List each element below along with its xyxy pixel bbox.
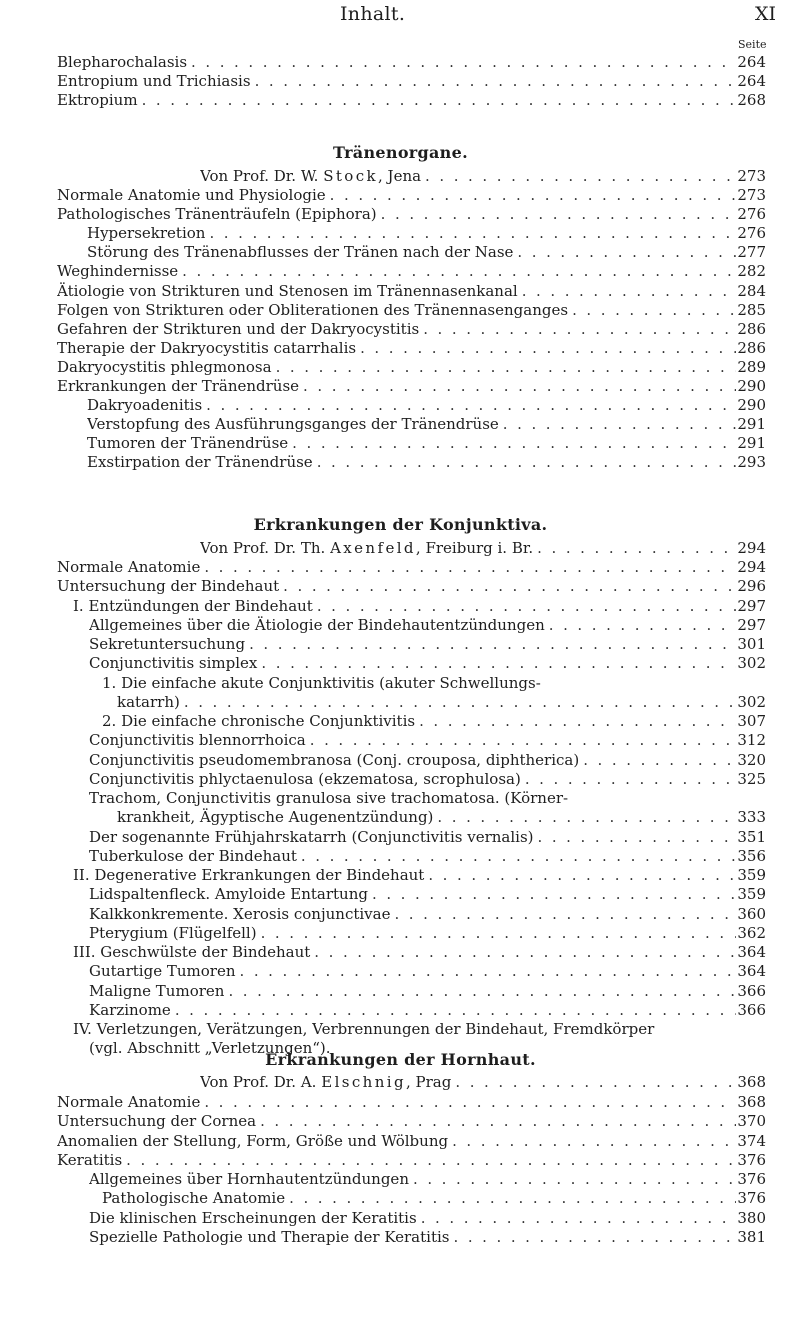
toc-entry [57, 577, 766, 596]
leader-dots [360, 339, 736, 358]
entry-title: Allgemeines über Hornhautentzündungen [89, 1170, 409, 1188]
toc-entry [89, 731, 766, 750]
entry-title: Normale Anatomie [57, 1093, 201, 1111]
toc-entry-continued: 1. Die einfache akute Conjunktivitis (akuter Schwellungs- [102, 673, 541, 692]
entry-title: Untersuchung der Cornea [57, 1112, 257, 1131]
leader-dots [381, 205, 736, 224]
toc-entry [89, 1170, 766, 1189]
page-number: XI [755, 3, 777, 25]
toc-entry [102, 1189, 766, 1208]
leader-dots [372, 885, 736, 904]
leader-dots [452, 1132, 736, 1151]
entry-page: 297 [737, 596, 766, 615]
entry-page: 376 [737, 1189, 766, 1208]
leader-dots [142, 91, 736, 110]
toc-entry [102, 712, 766, 731]
entry-page: 302 [737, 654, 766, 673]
toc-entry [89, 905, 766, 924]
entry-title: katarrh) [117, 692, 180, 711]
toc-entry [57, 282, 766, 301]
author-place: , Prag [406, 1073, 452, 1091]
leader-dots [428, 866, 736, 885]
entry-page: 294 [737, 539, 766, 557]
entry-title: Tuberkulose der Bindehaut [89, 846, 297, 865]
toc-entry [57, 1112, 766, 1131]
entry-page: 291 [737, 434, 766, 453]
leader-dots [455, 1073, 736, 1092]
entry-page: 297 [737, 615, 766, 634]
entry-title: Ätiologie von Strikturen und Stenosen im Tränennasenkanal [57, 281, 518, 300]
entry-page: 293 [737, 453, 766, 472]
page-header [0, 0, 801, 51]
entry-page: 351 [737, 827, 766, 846]
author-text [200, 1073, 451, 1092]
leader-dots [204, 558, 736, 577]
entry-title: Der sogenannte Frühjahrskatarrh (Conjunctivitis vernalis) [89, 827, 534, 846]
entry-page: 366 [737, 981, 766, 1000]
entry-title: Entropium und Trichiasis [57, 72, 251, 90]
entry-title: Anomalien der Stellung, Form, Größe und Wölbung [57, 1131, 449, 1150]
entry-title: Conjunctivitis simplex [89, 654, 258, 673]
toc-entry [89, 751, 766, 770]
toc-entry [57, 558, 766, 577]
entry-page: 380 [737, 1208, 766, 1227]
entry-title: Erkrankungen der Tränendrüse [57, 377, 300, 395]
entry-title: Lidspaltenfleck. Amyloide Entartung [89, 885, 368, 904]
leader-dots [206, 396, 736, 415]
toc-entry [87, 224, 766, 243]
author-place: , Jena [378, 167, 422, 185]
toc-entry [87, 243, 766, 262]
entry-page: 277 [737, 243, 766, 262]
toc-entry [89, 828, 766, 847]
entry-title: Normale Anatomie und Physiologie [57, 186, 326, 204]
toc-entry [89, 847, 766, 866]
leader-dots [423, 320, 736, 339]
entry-title: Keratitis [57, 1150, 123, 1169]
entry-page: 294 [737, 558, 766, 576]
leader-dots [126, 1151, 736, 1170]
toc-entry [57, 72, 766, 91]
entry-title: Folgen von Strikturen oder Obliterationen des Tränennasenganges [57, 300, 569, 319]
author-place: , Freiburg i. Br. [415, 539, 534, 557]
entry-page: 364 [737, 962, 766, 981]
entry-page: 374 [737, 1131, 766, 1150]
toc-entry [117, 693, 766, 712]
toc-entry [89, 962, 766, 981]
entry-title: Conjunctivitis blennorrhoica [89, 731, 306, 750]
toc-entry [89, 924, 766, 943]
entry-title: krankheit, Ägyptische Augenentzündung) [117, 808, 434, 827]
entry-title: Spezielle Pathologie und Therapie der Keratitis [89, 1227, 450, 1246]
entry-title: Die klinischen Erscheinungen der Keratitis [89, 1208, 417, 1227]
leader-dots [549, 616, 736, 635]
toc-entry [57, 91, 766, 110]
toc-entry [117, 808, 766, 827]
entry-page: 273 [737, 167, 766, 185]
toc-entry [87, 453, 766, 472]
entry-title: Störung des Tränenabflusses der Tränen nach der Nase [87, 243, 514, 262]
leader-dots [437, 808, 736, 827]
entry-title: Ektropium [57, 91, 138, 109]
toc-entry [89, 770, 766, 789]
entry-page: 273 [737, 186, 766, 204]
entry-page: 307 [737, 712, 766, 730]
entry-page: 368 [737, 1093, 766, 1111]
leader-dots [330, 186, 736, 205]
section-heading: Tränenorgane. [333, 143, 468, 162]
entry-title: Dakryocystitis phlegmonosa [57, 357, 272, 376]
entry-title: Gutartige Tumoren [89, 962, 236, 981]
leader-dots [289, 1189, 736, 1208]
author-prefix: Von Prof. Dr. A. [200, 1073, 322, 1091]
entry-page: 366 [737, 1000, 766, 1019]
author-prefix: Von Prof. Dr. Th. [200, 539, 331, 557]
entry-page: 370 [737, 1112, 766, 1131]
entry-page: 359 [737, 885, 766, 904]
section-heading: Erkrankungen der Konjunktiva. [253, 515, 548, 534]
author-name: Elschnig [321, 1073, 406, 1091]
entry-page: 282 [737, 262, 766, 281]
entry-page: 285 [737, 300, 766, 319]
toc-entry [57, 301, 766, 320]
toc-entry-continued: Trachom, Conjunctivitis granulosa sive trachomatosa. (Körner- [89, 789, 569, 807]
toc-entry [57, 53, 766, 72]
entry-page: 359 [737, 866, 766, 884]
entry-title: Gefahren der Strikturen und der Dakryocystitis [57, 319, 420, 338]
leader-dots [583, 751, 736, 770]
leader-dots [419, 712, 736, 731]
toc-entry [57, 1151, 766, 1170]
leader-dots [292, 434, 736, 453]
author-text [200, 167, 421, 186]
toc-entry [57, 339, 766, 358]
entry-page: 276 [737, 224, 766, 243]
entry-page: 356 [737, 846, 766, 865]
entry-title: Sekretuntersuchung [89, 635, 246, 653]
entry-title: Kalkkonkremente. Xerosis conjunctivae [89, 904, 391, 923]
leader-dots [538, 828, 737, 847]
leader-dots [517, 243, 736, 262]
leader-dots [522, 282, 736, 301]
author-line [200, 539, 766, 558]
toc-entry [57, 377, 766, 396]
entry-page: 284 [737, 281, 766, 300]
leader-dots [503, 415, 736, 434]
leader-dots [276, 358, 736, 377]
entry-title: Hypersekretion [87, 224, 206, 243]
toc-entry [57, 320, 766, 339]
entry-page: 381 [737, 1227, 766, 1246]
entry-title: Conjunctivitis phlyctaenulosa (ekzematosa, scrophulosa) [89, 769, 521, 788]
leader-dots [317, 453, 736, 472]
toc-entry [73, 866, 766, 885]
toc-entry [89, 1228, 766, 1247]
toc-entry [89, 635, 766, 654]
entry-page: 362 [737, 923, 766, 942]
entry-page: 276 [737, 205, 766, 224]
entry-title: 2. Die einfache chronische Conjunktivitis [102, 712, 416, 730]
toc-entry [89, 1209, 766, 1228]
author-name: Axenfeld [330, 539, 416, 557]
leader-dots [261, 924, 736, 943]
entry-page: 376 [737, 1170, 766, 1188]
entry-page: 264 [737, 53, 766, 71]
entry-page: 290 [737, 396, 766, 415]
author-line [200, 167, 766, 186]
entry-title: Pterygium (Flügelfell) [89, 923, 257, 942]
entry-title: Untersuchung der Bindehaut [57, 577, 280, 596]
toc-entry [87, 434, 766, 453]
leader-dots [283, 577, 736, 596]
leader-dots [182, 262, 736, 281]
leader-dots [239, 962, 736, 981]
toc-entry [57, 262, 766, 281]
leader-dots [261, 654, 736, 673]
leader-dots [425, 167, 736, 186]
entry-title: Karzinome [89, 1000, 171, 1019]
entry-page: 312 [737, 731, 766, 750]
running-title: Inhalt. [340, 3, 406, 25]
entry-page: 268 [737, 91, 766, 109]
toc-entry [89, 654, 766, 673]
author-name: Stock [323, 167, 379, 185]
leader-dots [228, 982, 736, 1001]
toc-entry [57, 1093, 766, 1112]
entry-page: 368 [737, 1073, 766, 1091]
leader-dots [255, 72, 736, 91]
entry-title: Exstirpation der Tränendrüse [87, 453, 313, 472]
entry-title: Weghindernisse [57, 262, 179, 281]
leader-dots [191, 53, 736, 72]
toc-entry [89, 616, 766, 635]
leader-dots [184, 693, 736, 712]
leader-dots [310, 731, 736, 750]
entry-page: 264 [737, 72, 766, 90]
leader-dots [249, 635, 736, 654]
entry-title: Verstopfung des Ausführungsganges der Tränendrüse [87, 415, 499, 434]
toc-entry [57, 186, 766, 205]
entry-title: II. Degenerative Erkrankungen der Bindehaut [73, 866, 425, 884]
leader-dots [303, 377, 736, 396]
entry-title: Normale Anatomie [57, 558, 201, 576]
leader-dots [572, 301, 736, 320]
toc-entry [87, 396, 766, 415]
toc-entry [57, 1132, 766, 1151]
toc-entry [89, 1001, 766, 1020]
entry-page: 286 [737, 338, 766, 357]
entry-page: 290 [737, 377, 766, 395]
section-heading: Erkrankungen der Hornhaut. [265, 1050, 536, 1069]
toc-entry [89, 982, 766, 1001]
entry-title: Allgemeines über die Ätiologie der Bindehautentzündungen [89, 615, 545, 634]
toc-entry [57, 205, 766, 224]
author-text [200, 539, 533, 558]
entry-page: 289 [737, 357, 766, 376]
entry-title: I. Entzündungen der Bindehaut [73, 596, 313, 615]
entry-title: III. Geschwülste der Bindehaut [73, 943, 311, 961]
entry-page: 360 [737, 904, 766, 923]
entry-title: Conjunctivitis pseudomembranosa (Conj. crouposa, diphtherica) [89, 750, 580, 769]
leader-dots [301, 847, 736, 866]
leader-dots [453, 1228, 736, 1247]
leader-dots [204, 1093, 736, 1112]
entry-page: 364 [737, 943, 766, 961]
toc-entry-continued: (vgl. Abschnitt „Verletzungen“). [89, 1039, 331, 1058]
leader-dots [421, 1209, 736, 1228]
entry-page: 376 [737, 1150, 766, 1169]
entry-page: 325 [737, 769, 766, 788]
toc-entry [73, 943, 766, 962]
leader-dots [314, 943, 736, 962]
entry-page: 286 [737, 319, 766, 338]
entry-title: Dakryoadenitis [87, 396, 203, 415]
entry-title: Pathologische Anatomie [102, 1189, 286, 1208]
leader-dots [537, 539, 736, 558]
toc-entry-continued: IV. Verletzungen, Verätzungen, Verbrennungen der Bindehaut, Fremdkörper [73, 1020, 655, 1038]
entry-title: Therapie der Dakryocystitis catarrhalis [57, 338, 357, 357]
toc-entry [57, 358, 766, 377]
author-prefix: Von Prof. Dr. W. [200, 167, 324, 185]
leader-dots [260, 1112, 736, 1131]
toc-entry [87, 415, 766, 434]
entry-title: Pathologisches Tränenträufeln (Epiphora) [57, 205, 377, 224]
entry-title: Tumoren der Tränendrüse [87, 434, 289, 453]
seite-label: Seite [738, 38, 767, 51]
entry-page: 301 [737, 635, 766, 653]
entry-page: 291 [737, 415, 766, 434]
entry-page: 296 [737, 577, 766, 596]
leader-dots [413, 1170, 736, 1189]
entry-page: 320 [737, 750, 766, 769]
entry-page: 302 [737, 692, 766, 711]
entry-page: 333 [737, 808, 766, 827]
author-line [200, 1073, 766, 1092]
entry-title: Maligne Tumoren [89, 981, 225, 1000]
leader-dots [317, 597, 736, 616]
leader-dots [209, 224, 736, 243]
toc-entry [73, 597, 766, 616]
toc-entry [89, 885, 766, 904]
leader-dots [175, 1001, 736, 1020]
entry-title: Blepharochalasis [57, 53, 188, 71]
leader-dots [394, 905, 736, 924]
leader-dots [525, 770, 736, 789]
